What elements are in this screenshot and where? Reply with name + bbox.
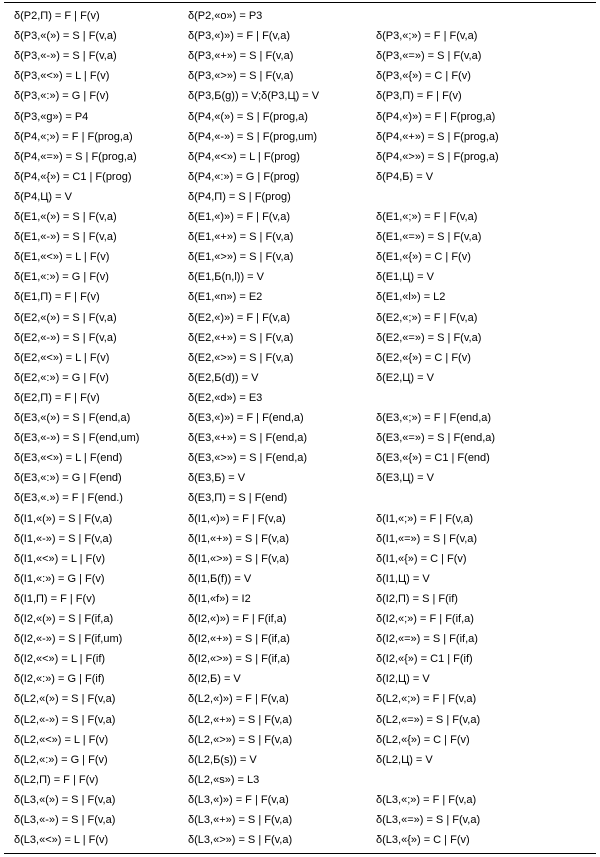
transition-cell: δ(P2,«o») = P3 (188, 10, 263, 22)
table-row (0, 830, 600, 850)
transition-cell: δ(L3,«<») = L | F(v) (14, 834, 109, 847)
transition-cell: δ(E2,«{») = C | F(v) (376, 351, 471, 364)
table-row (0, 66, 600, 86)
transition-cell: δ(I1,«{») = C | F(v) (376, 552, 467, 565)
transition-cell: δ(P3,«+») = S | F(v,a) (188, 50, 294, 63)
table-row (0, 549, 600, 569)
transition-cell: δ(E2,«:») = G | F(v) (14, 371, 109, 384)
transition-cell: δ(P3,«>») = S | F(v,a) (188, 70, 294, 83)
transition-cell: δ(E3,«(») = S | F(end,a) (14, 412, 131, 424)
transition-cell: δ(E1,«)») = F | F(v,a) (188, 211, 290, 223)
transition-cell: δ(I1,«:») = G | F(v) (14, 572, 105, 585)
transition-cell: δ(E3,«=») = S | F(end,a) (376, 432, 496, 445)
transition-cell: δ(I2,П) = S | F(if) (376, 592, 458, 605)
transition-cell: δ(I2,«(») = S | F(if,a) (14, 613, 114, 625)
transition-cell: δ(L3,«=») = S | F(v,a) (376, 814, 481, 826)
transition-cell: δ(L2,«;») = F | F(v,a) (376, 693, 477, 706)
transition-cell: δ(P3,«:») = G | F(v) (14, 90, 109, 103)
transition-cell: δ(L3,«;») = F | F(v,a) (376, 793, 477, 806)
transition-cell: δ(E1,«=») = S | F(v,a) (376, 231, 482, 244)
table-row (0, 669, 600, 689)
table-row (0, 730, 600, 750)
transition-cell: δ(E2,«>») = S | F(v,a) (188, 351, 294, 364)
transition-cell: δ(I1,«<») = L | F(v) (14, 552, 106, 565)
table-row (0, 107, 600, 127)
transition-cell: δ(I1,Б(f)) = V (188, 572, 252, 585)
table-row (0, 468, 600, 488)
transition-cell: δ(I1,«+») = S | F(v,a) (188, 532, 290, 545)
transition-cell: δ(I1,«f») = I2 (188, 592, 251, 605)
table-row (0, 509, 600, 529)
table-row (0, 308, 600, 328)
transition-cell: δ(L2,«=») = S | F(v,a) (376, 713, 481, 726)
transition-cell: δ(L3,«>») = S | F(v,a) (188, 834, 293, 847)
transition-cell: δ(P4,«{») = C1 | F(prog) (14, 170, 132, 183)
transition-cell: δ(I2,Б) = V (188, 673, 241, 686)
table-row (0, 448, 600, 468)
table-row (0, 187, 600, 207)
transition-cell: δ(L3,«-») = S | F(v,a) (14, 814, 116, 826)
transition-cell: δ(L3,«{») = C | F(v) (376, 834, 470, 847)
transition-cell: δ(I1,«(») = S | F(v,a) (14, 512, 113, 525)
transition-cell: δ(E2,«-») = S | F(v,a) (14, 331, 117, 344)
transition-cell: δ(P4,П) = S | F(prog) (188, 190, 291, 203)
transition-cell: δ(E2,Б(d)) = V (188, 371, 259, 384)
table-row (0, 750, 600, 770)
transition-cell: δ(I1,«-») = S | F(v,a) (14, 532, 113, 545)
transition-cell: δ(E1,Б(n,l)) = V (188, 271, 264, 284)
transition-cell: δ(P4,«<») = L | F(prog) (188, 150, 300, 163)
transition-cell: δ(P4,«+») = S | F(prog,a) (376, 130, 499, 143)
transition-cell: δ(E3,Ц) = V (376, 472, 434, 485)
transition-cell: δ(L2,«>») = S | F(v,a) (188, 733, 293, 746)
transition-cell: δ(P4,«:») = G | F(prog) (188, 170, 300, 183)
table-row (0, 247, 600, 267)
table-row (0, 790, 600, 810)
transition-cell: δ(P3,П) = F | F(v) (376, 90, 462, 103)
transition-cell: δ(L2,«s») = L3 (188, 773, 260, 786)
transition-cell: δ(L2,П) = F | F(v) (14, 773, 99, 786)
transition-cell: δ(I2,«{») = C1 | F(if) (376, 653, 473, 666)
table-row (0, 127, 600, 147)
table-row (0, 770, 600, 790)
transition-cell: δ(E1,«(») = S | F(v,a) (14, 211, 117, 223)
transition-cell: δ(P4,«=») = S | F(prog,a) (14, 150, 137, 163)
transition-cell: δ(E3,«:») = G | F(end) (14, 472, 122, 485)
transition-cell: δ(I2,Ц) = V (376, 673, 430, 686)
transition-cell: δ(E2,П) = F | F(v) (14, 391, 100, 404)
table-row (0, 227, 600, 247)
transition-cell: δ(P4,Ц) = V (14, 190, 72, 203)
table-row (0, 328, 600, 348)
transition-cell: δ(E3,«+») = S | F(end,a) (188, 432, 308, 445)
transition-cell: δ(I1,«;») = F | F(v,a) (376, 512, 474, 525)
transition-cell: δ(P3,Б(g)) = V;δ(P3,Ц) = V (188, 90, 320, 103)
transition-cell: δ(P4,Б) = V (376, 170, 434, 183)
transition-cell: δ(P4,«>») = S | F(prog,a) (376, 150, 499, 163)
table-row (0, 368, 600, 388)
transition-cell: δ(L2,«(») = S | F(v,a) (14, 693, 116, 706)
transition-cell: δ(P3,«;») = F | F(v,a) (376, 30, 478, 43)
transition-cell: δ(E1,Ц) = V (376, 271, 434, 284)
table-row (0, 810, 600, 830)
table-bottom-rule (4, 853, 596, 854)
table-row (0, 26, 600, 46)
transition-cell: δ(L2,Ц) = V (376, 753, 433, 766)
transition-cell: δ(L2,Б(s)) = V (188, 753, 257, 766)
transition-cell: δ(E1,«+») = S | F(v,a) (188, 231, 294, 244)
table-row (0, 689, 600, 709)
transition-cell: δ(L3,«(») = S | F(v,a) (14, 793, 116, 806)
transition-cell: δ(E3,«>») = S | F(end,a) (188, 452, 308, 465)
table-row (0, 167, 600, 187)
transition-cell: δ(P4,«;») = F | F(prog,a) (14, 130, 133, 143)
transition-cell: δ(E2,«)») = F | F(v,a) (188, 311, 290, 324)
transition-cell: δ(P3,«-») = S | F(v,a) (14, 50, 117, 63)
table-row (0, 267, 600, 287)
transition-cell: δ(L2,«-») = S | F(v,a) (14, 713, 116, 726)
transition-cell: δ(L3,«)») = F | F(v,a) (188, 793, 289, 806)
table-row (0, 86, 600, 106)
table-row (0, 529, 600, 549)
table-row (0, 6, 600, 26)
transition-cell: δ(E1,«>») = S | F(v,a) (188, 251, 294, 264)
transition-cell: δ(I1,«>») = S | F(v,a) (188, 552, 290, 565)
transition-cell: δ(E1,«:») = G | F(v) (14, 271, 109, 284)
transition-cell: δ(L3,«+») = S | F(v,a) (188, 814, 293, 826)
transition-cell: δ(P2,П) = F | F(v) (14, 10, 100, 22)
transition-cell: δ(E3,«<») = L | F(end) (14, 452, 123, 465)
table-row (0, 388, 600, 408)
transition-cell: δ(E2,«+») = S | F(v,a) (188, 331, 294, 344)
transition-cell: δ(L2,«:») = G | F(v) (14, 753, 108, 766)
transition-cell: δ(E2,«;») = F | F(v,a) (376, 311, 478, 324)
table-row (0, 287, 600, 307)
transition-cell: δ(I2,«;») = F | F(if,a) (376, 613, 474, 625)
transition-cell: δ(E1,«;») = F | F(v,a) (376, 211, 478, 223)
transition-cell: δ(E3,П) = S | F(end) (188, 492, 288, 505)
table-top-rule (4, 2, 596, 3)
transition-cell: δ(E2,«=») = S | F(v,a) (376, 331, 482, 344)
transition-cell: δ(I2,«:») = G | F(if) (14, 673, 105, 686)
transition-cell: δ(P3,«)») = F | F(v,a) (188, 30, 290, 43)
table-row (0, 589, 600, 609)
transition-cell: δ(E3,«-») = S | F(end,um) (14, 432, 140, 445)
table-row (0, 488, 600, 508)
transition-cell: δ(E2,«(») = S | F(v,a) (14, 311, 117, 324)
transition-cell: δ(E3,«{») = C1 | F(end) (376, 452, 490, 465)
transition-cell: δ(I1,П) = F | F(v) (14, 592, 96, 605)
table-row (0, 629, 600, 649)
transition-cell: δ(I1,«=») = S | F(v,a) (376, 532, 478, 545)
transition-cell: δ(P4,«)») = F | F(prog,a) (376, 110, 496, 123)
transition-cell: δ(E2,Ц) = V (376, 371, 434, 384)
transition-cell: δ(I2,«+») = S | F(if,a) (188, 633, 290, 646)
transition-cell: δ(P4,«-») = S | F(prog,um) (188, 130, 318, 143)
transition-cell: δ(I2,«=») = S | F(if,a) (376, 633, 478, 646)
transition-cell: δ(L2,«{») = C | F(v) (376, 733, 470, 746)
table-row (0, 408, 600, 428)
table-row (0, 649, 600, 669)
transition-cell: δ(I2,«<») = L | F(if) (14, 653, 106, 666)
table-row (0, 147, 600, 167)
transition-cell: δ(E3,«)») = F | F(end,a) (188, 412, 304, 424)
transition-cell: δ(E3,Б) = V (188, 472, 246, 485)
table-row (0, 569, 600, 589)
transition-cell: δ(L2,«)») = F | F(v,a) (188, 693, 289, 706)
table-row (0, 46, 600, 66)
transition-cell: δ(E3,«.») = F | F(end.) (14, 492, 123, 505)
transition-cell: δ(E1,«-») = S | F(v,a) (14, 231, 117, 244)
table-row (0, 428, 600, 448)
transition-cell: δ(E1,П) = F | F(v) (14, 291, 100, 304)
transition-cell: δ(I1,Ц) = V (376, 572, 430, 585)
transition-cell: δ(E1,«{») = C | F(v) (376, 251, 471, 264)
table-row (0, 207, 600, 227)
transition-cell: δ(P3,«{») = C | F(v) (376, 70, 471, 83)
transition-cell: δ(L2,«+») = S | F(v,a) (188, 713, 293, 726)
transition-cell: δ(I1,«)») = F | F(v,a) (188, 512, 286, 525)
transition-cell: δ(I2,«>») = S | F(if,a) (188, 653, 290, 666)
transition-cell: δ(E2,«d») = E3 (188, 391, 263, 404)
transition-cell: δ(E2,«<») = L | F(v) (14, 351, 110, 364)
transition-cell: δ(P3,«=») = S | F(v,a) (376, 50, 482, 63)
transition-cell: δ(L2,«<») = L | F(v) (14, 733, 109, 746)
table-row (0, 348, 600, 368)
transition-cell: δ(E1,«<») = L | F(v) (14, 251, 110, 264)
transition-cell: δ(E1,«l») = L2 (376, 291, 446, 304)
transition-cell: δ(E3,«;») = F | F(end,a) (376, 412, 492, 424)
transition-cell: δ(P4,«(») = S | F(prog,a) (188, 110, 308, 123)
transition-cell: δ(P3,«<») = L | F(v) (14, 70, 110, 83)
transition-cell: δ(I2,«-») = S | F(if,um) (14, 633, 123, 646)
transition-cell: δ(P3,«(») = S | F(v,a) (14, 30, 117, 43)
transition-cell: δ(I2,«)») = F | F(if,a) (188, 613, 287, 625)
transition-cell: δ(P3,«g») = P4 (14, 110, 89, 123)
table-row (0, 609, 600, 629)
table-row (0, 710, 600, 730)
transition-cell: δ(E1,«n») = E2 (188, 291, 263, 304)
